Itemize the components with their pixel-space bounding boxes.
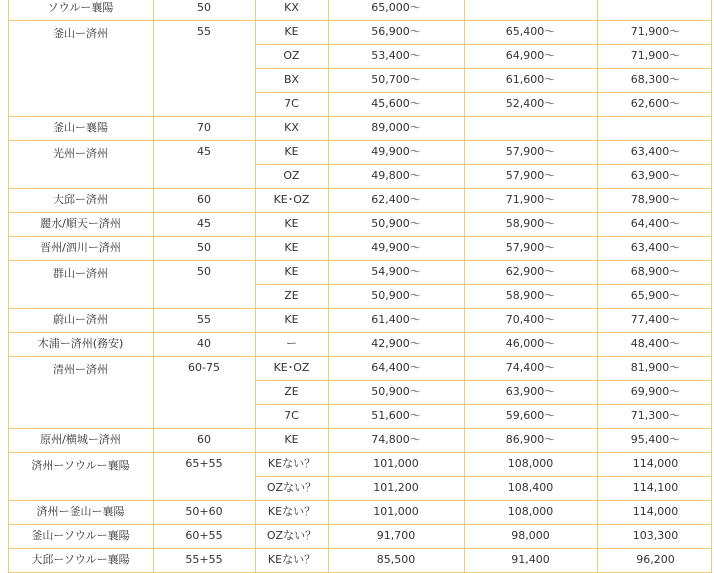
fare-col-2: 62,900〜: [505, 265, 556, 278]
airline-code: KE: [284, 433, 299, 446]
fare-col-1: 89,000〜: [371, 121, 421, 134]
airline-code: 7C: [284, 97, 299, 110]
flight-time: 50: [197, 241, 211, 254]
flight-time: 50+60: [185, 505, 223, 518]
fare-col-3: 77,400〜: [630, 313, 681, 326]
fare-col-2: 108,000: [507, 457, 554, 470]
fare-col-3: 103,300: [632, 529, 679, 542]
fare-col-2: 108,000: [507, 505, 554, 518]
route-name: 木浦ー済州(務安): [37, 337, 124, 350]
fare-col-1: 51,600〜: [371, 409, 421, 422]
route-name: ソウルー襄陽: [47, 1, 114, 14]
fare-col-3: 64,400〜: [630, 217, 681, 230]
flight-time: 40: [197, 337, 211, 350]
flight-time: 45: [197, 145, 211, 158]
flight-time: 60-75: [188, 361, 220, 374]
fare-col-1: 50,900〜: [371, 385, 421, 398]
airline-code: KEない？: [267, 505, 316, 518]
airline-code: KE: [284, 217, 299, 230]
fare-col-2: 58,900〜: [505, 289, 556, 302]
airline-code: KE: [284, 313, 299, 326]
fare-col-2: 74,400〜: [505, 361, 556, 374]
fare-col-1: 74,800〜: [371, 433, 421, 446]
airline-code: KX: [284, 1, 299, 14]
fare-col-3: 63,900〜: [630, 169, 681, 182]
airline-code: KEない？: [267, 457, 316, 470]
column-border: [711, 0, 712, 572]
fare-col-1: 85,500: [376, 553, 416, 566]
route-name: 光州ー済州: [53, 147, 108, 160]
fare-col-2: 63,900〜: [505, 385, 556, 398]
fare-col-1: 42,900〜: [371, 337, 421, 350]
fare-col-3: 114,000: [632, 457, 679, 470]
flight-time: 60: [197, 193, 211, 206]
route-name: 蔚山ー済州: [53, 313, 108, 326]
fare-col-3: [597, 0, 714, 20]
fare-col-2: [464, 116, 597, 140]
fare-col-2: 86,900〜: [505, 433, 556, 446]
flight-time: 60+55: [185, 529, 223, 542]
route-name: 済州ー釜山ー襄陽: [36, 505, 125, 518]
fare-col-3: 71,900〜: [630, 49, 681, 62]
airline-code: OZ: [283, 169, 300, 182]
fare-col-3: 114,100: [632, 481, 679, 494]
route-name: 大邱ーソウルー襄陽: [31, 553, 130, 566]
column-border: [255, 0, 256, 572]
airline-code: ー: [286, 337, 297, 350]
fare-col-1: 53,400〜: [371, 49, 421, 62]
fare-col-1: 49,900〜: [371, 241, 421, 254]
fare-col-1: 101,200: [373, 481, 419, 494]
airline-code: 7C: [284, 409, 299, 422]
fare-col-1: 49,800〜: [371, 169, 421, 182]
fare-col-2: 70,400〜: [505, 313, 556, 326]
fare-col-1: 62,400〜: [371, 193, 421, 206]
fare-col-1: 101,000: [373, 457, 419, 470]
flight-time: 55: [197, 25, 211, 38]
fare-col-3: 81,900〜: [630, 361, 681, 374]
airline-code: OZない？: [266, 529, 317, 542]
flight-time: 55+55: [185, 553, 223, 566]
fare-col-3: 78,900〜: [630, 193, 681, 206]
route-name: 釜山ーソウルー襄陽: [31, 529, 130, 542]
flight-time: 70: [197, 121, 211, 134]
airline-code: ZE: [284, 289, 299, 302]
fare-col-1: 50,900〜: [371, 289, 421, 302]
airline-code: KE: [284, 241, 299, 254]
fare-col-1: 65,000〜: [371, 1, 421, 14]
airline-code: BX: [283, 73, 300, 86]
fare-col-2: 57,900〜: [505, 169, 556, 182]
fare-col-3: 96,200: [636, 553, 675, 566]
fare-col-1: 50,900〜: [371, 217, 421, 230]
route-name: 清州ー済州: [53, 363, 108, 376]
fare-col-3: 68,300〜: [630, 73, 681, 86]
fare-col-2: 58,900〜: [505, 217, 556, 230]
column-border: [328, 0, 329, 572]
route-name: 大邱ー済州: [53, 193, 108, 206]
fare-col-3: 65,900〜: [630, 289, 681, 302]
flight-time: 60: [197, 433, 211, 446]
column-border: [8, 0, 9, 572]
flight-time: 50: [197, 265, 211, 278]
fare-col-3: 62,600〜: [630, 97, 681, 110]
airline-code: OZない？: [266, 481, 317, 494]
fare-col-2: [464, 0, 597, 20]
fare-col-2: 52,400〜: [505, 97, 556, 110]
airline-code: OZ: [283, 49, 300, 62]
fare-col-2: 59,600〜: [505, 409, 556, 422]
fare-col-3: 69,900〜: [630, 385, 681, 398]
airline-code: KE: [284, 25, 299, 38]
fare-col-2: 108,400: [507, 481, 554, 494]
route-name: 釜山ー済州: [53, 27, 108, 40]
route-name: 晋州/泗川ー済州: [40, 241, 121, 254]
flight-time: 65+55: [185, 457, 223, 470]
route-name: 釜山ー襄陽: [53, 121, 108, 134]
fare-col-3: 48,400〜: [630, 337, 681, 350]
fare-col-3: 63,400〜: [630, 241, 681, 254]
fare-col-2: 46,000〜: [505, 337, 556, 350]
fare-col-1: 56,900〜: [371, 25, 421, 38]
fare-col-1: 91,700: [376, 529, 416, 542]
column-border: [464, 0, 465, 572]
column-border: [153, 0, 154, 572]
route-name: 済州ーソウルー襄陽: [31, 459, 130, 472]
route-name: 原州/横城ー済州: [40, 433, 121, 446]
route-name: 麗水/順天ー済州: [40, 217, 121, 230]
fare-col-3: 63,400〜: [630, 145, 681, 158]
airline-code: KEない？: [267, 553, 316, 566]
fare-col-1: 49,900〜: [371, 145, 421, 158]
flight-time: 45: [197, 217, 211, 230]
fare-col-3: 95,400〜: [630, 433, 681, 446]
fare-col-1: 50,700〜: [371, 73, 421, 86]
fare-col-1: 45,600〜: [371, 97, 421, 110]
airline-code: KX: [284, 121, 299, 134]
fare-col-3: 71,300〜: [630, 409, 681, 422]
fare-col-3: 114,000: [632, 505, 679, 518]
airline-code: KE: [284, 145, 299, 158]
fare-col-2: 61,600〜: [505, 73, 556, 86]
fare-col-2: 57,900〜: [505, 145, 556, 158]
airline-code: ZE: [284, 385, 299, 398]
flight-time: 50: [197, 1, 211, 14]
airline-code: KE･OZ: [273, 361, 310, 374]
route-name: 群山ー済州: [53, 267, 108, 280]
fare-col-2: 64,900〜: [505, 49, 556, 62]
fare-col-2: 71,900〜: [505, 193, 556, 206]
fare-col-2: 65,400〜: [505, 25, 556, 38]
airline-code: KE･OZ: [273, 193, 310, 206]
column-border: [597, 0, 598, 572]
fare-col-3: 68,900〜: [630, 265, 681, 278]
fare-col-2: 98,000: [511, 529, 550, 542]
fare-col-2: 57,900〜: [505, 241, 556, 254]
flight-time: 55: [197, 313, 211, 326]
fare-col-1: 54,900〜: [371, 265, 421, 278]
fare-col-3: [597, 116, 714, 140]
fare-col-1: 101,000: [373, 505, 419, 518]
fare-col-3: 71,900〜: [630, 25, 681, 38]
fare-col-2: 91,400: [511, 553, 550, 566]
airline-code: KE: [284, 265, 299, 278]
fare-col-1: 64,400〜: [371, 361, 421, 374]
fare-col-1: 61,400〜: [371, 313, 421, 326]
